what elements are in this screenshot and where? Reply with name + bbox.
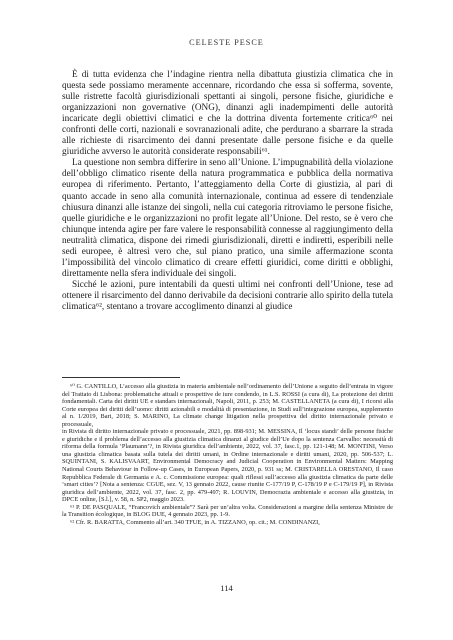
page-number: 114 [220, 583, 233, 593]
body-paragraph: Sicché le azioni, pure intentabili da questi ultimi nei confronti dell’Unione, tese ad ottenere il risarcimento del danno derivabile da decisioni contrarie allo spirito della tutela climatica⁶², stentano a trovare accoglimento dinanzi al giudice [62, 279, 393, 312]
running-header: CELESTE PESCE [189, 38, 264, 47]
footnote: ⁶¹ P. DE PASQUALE, “Francovich ambientale”? Sarà per un’altra volta. Considerazioni a margine della sentenza Ministre de la Transition écologique, in BLOG DUE, 4 gennaio 2023, pp. 1-9. [62, 503, 393, 519]
footnote: ⁶² Cfr. R. BARATTA, Commento all’art. 340 TFUE, in A. TIZZANO, op. cit.; M. CONDINANZI, [70, 518, 320, 526]
body-paragraph: La questione non sembra differire in seno all’Unione. L’impugnabilità della violazione dell’obbligo climatico risente della natura programmatica e pubblica della normativa europea di riferimento. Pertanto, l’atteggiamento della Corte di giustizia, al pari di quanto accade in seno alla comunità internazionale, continua ad essere di tendenziale chiusura dinanzi alle istanze dei singoli, nella cui categoria ritroviamo le persone fisiche, quelle giuridiche e le organizzazioni no profit legate all’Unione. Del resto, se è vero che chiunque intenda agire per fare valere le responsabilità connesse al raggiungimento della neutralità climatica, dispone dei rimedi giurisdizionali, diretti e indiretti, esperibili nelle sedi europee, è altresì vero che, sul piano pratico, una simile affermazione sconta l’impossibilità del vincolo climatico di creare effetti giuridici, come diritti e obblighi, direttamente nella sfera individuale dei singoli. [62, 158, 393, 279]
footnotes [62, 377, 393, 526]
body-paragraph: È di tutta evidenza che l’indagine rientra nella dibattuta giustizia climatica che in questa sede possiamo meramente accennare, ricordando che essa si sofferma, sovente, sulle ristrette facoltà giurisdizionali spettanti ai singoli, persone fisiche, giuridiche e organizzazioni non governative (ONG), dinanzi agli inadempimenti delle autorità incaricate degli obiettivi climatici e che la dottrina diventa fortemente critica⁶⁰ nei confronti delle corti, nazionali e sovranazionali adite, che perdurano a sbarrare la strada alle richieste di risarcimento dei danni presentate dalle persone fisiche e da quelle giuridiche avverso le autorità considerate responsabili⁶¹. [62, 70, 393, 158]
footnote-separator [62, 377, 180, 378]
footnote: in Rivista di diritto internazionale privato e processuale, 2021, pp. 898-931; M. MESSINA, Il ‘locus standi’ delle persone fisiche e giuridiche e il problema dell’accesso alla giustizia climatica dinanzi al giudice dell’Ue dopo la sentenza Carvalho: necessità di riforma della formula ‘Plaumann’?, in Rivista giuridica dell’ambiente, 2022, vol. 37, fasc.1, pp. 121-148; M. MONTINI, Verso una giustizia climatica basata sulla tutela dei diritti umani, in Ordine internazionale e diritti umani, 2020, pp. 506-537; L. SQUINTANI, S. KALISVAART, Environmental Democracy and Judicial Cooperation in Environmental Matters: Mapping National Courts Behaviour in Follow-up Cases, in European Papers, 2020, p. 931 ss; M. CRISTARELLA ORESTANO, Il caso Repubblica Federale di Germania e A. c. Commissione europea: quali riflessi sull’accesso alla giustizia climatica da parte delle ‘smart cities’? [Nota a sentenza: CGUE, sez. V, 13 gennaio 2022, cause riunite C-177/19 P, C-178/19 P e C-179/19 P], in Rivista giuridica dell’ambiente, 2022, vol. 37, fasc. 2, pp. 479-497; R. LOUVIN, Democrazia ambientale e accesso alla giustizia, in DPCE online, [S.l.], v. 58, n. SP2, maggio 2023. [62, 428, 393, 504]
main-text [62, 70, 393, 313]
footnote: ⁶⁰ G. CANTILLO, L’accesso alla giustizia in materia ambientale nell’ordinamento dell’Unione a seguito dell’entrata in vigore del Trattato di Lisbona: problematiche attuali e prospettive de iure condendo, in L.S. ROSSI (a cura di), La protezione dei diritti fondamentali. Carta dei diritti UE e standars internazionali, Napoli, 2011, p. 253; M. CASTELLANETA (a cura di), I ricorsi alla Corte europea dei diritti dell’uomo: diritti azionabili e modalità di presentazione, in Studi sull’integrazione europea, supplemento al n. 1/2019, Bari, 2018; S. MARINO, La climate change litigation nella prospettiva del diritto internazionale privato e processuale, [62, 383, 393, 428]
